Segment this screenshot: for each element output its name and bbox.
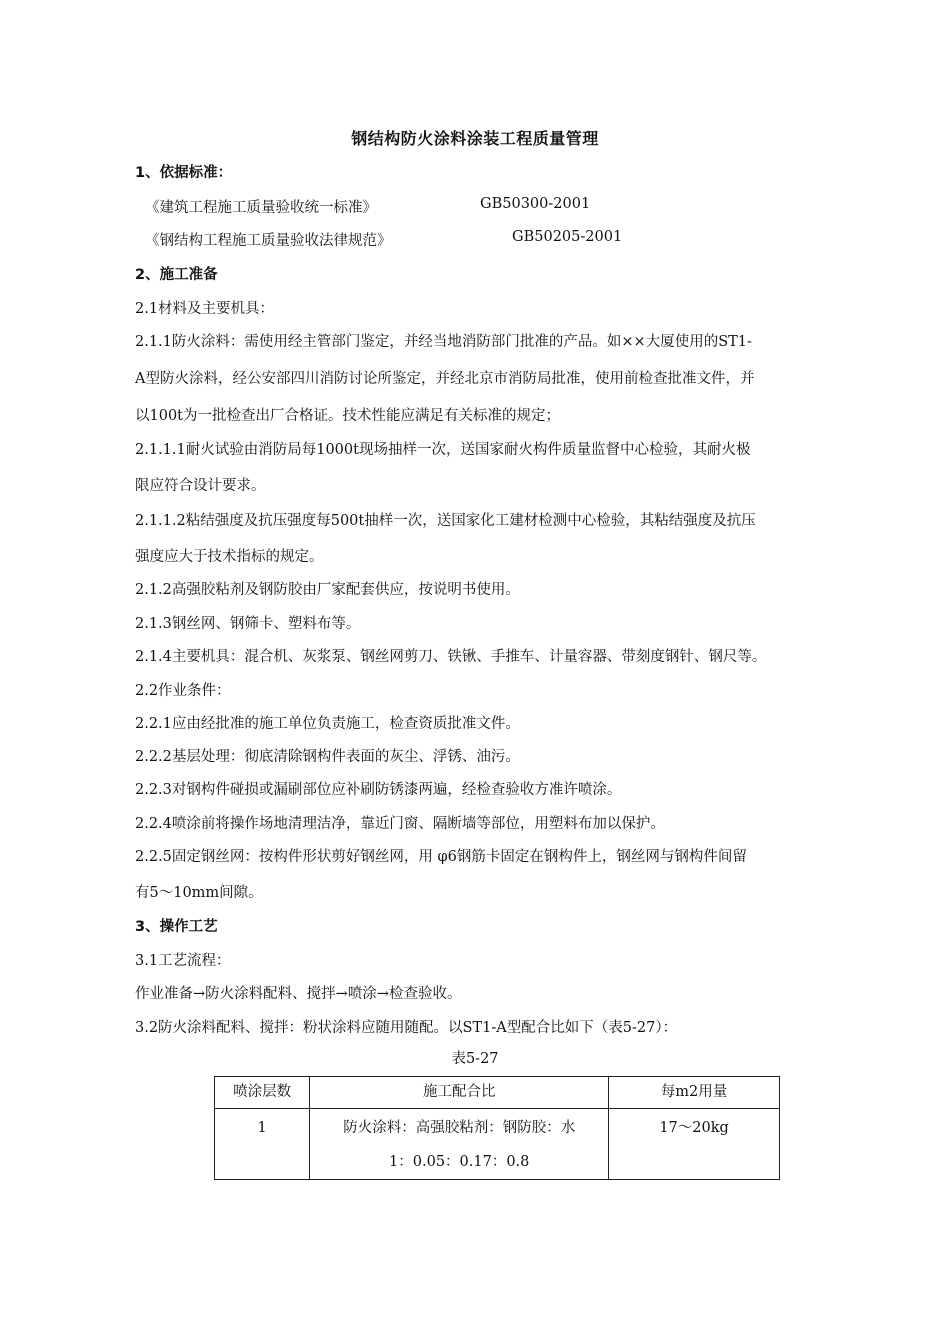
body-line: 2.2.4喷涂前将操作场地清理洁净，靠近门窗、隔断墙等部位，用塑料布加以保护。 [135, 816, 665, 832]
body-line: 2.1.1.2粘结强度及抗压强度每500t抽样一次，送国家化工建材检测中心检验，其粘结强度及抗压 [135, 513, 756, 529]
body-line: 2.2.2基层处理：彻底清除钢构件表面的灰尘、浮锈、油污。 [135, 749, 520, 765]
table-header-row [215, 1077, 780, 1109]
body-line: 强度应大于技术指标的规定。 [135, 549, 324, 565]
body-line: 作业准备→防火涂料配料、搅拌→喷涂→检查验收。 [135, 986, 462, 1002]
body-line: 限应符合设计要求。 [135, 478, 266, 494]
body-line: 2.2.3对钢构件碰损或漏刷部位应补刷防锈漆两遍，经检查验收方准许喷涂。 [135, 782, 622, 798]
section-heading-3: 3、操作工艺 [135, 919, 218, 935]
body-line: 有5～10mm间隙。 [135, 885, 263, 901]
body-line: 2.1.4主要机具：混合机、灰浆泵、钢丝网剪刀、铁锹、手推车、计量容器、带刻度钢针、钢尺等。 [135, 649, 767, 665]
body-line: 2.2作业条件： [135, 683, 231, 699]
body-line: 2.2.5固定钢丝网：按构件形状剪好钢丝网，用 φ6钢筋卡固定在钢构件上，钢丝网与钢构件间留 [135, 849, 747, 865]
body-line: 2.2.1应由经批准的施工单位负责施工，检查资质批准文件。 [135, 716, 520, 732]
table-header-cell: 施工配合比 [310, 1077, 609, 1109]
body-line: 3.1工艺流程： [135, 953, 231, 969]
ratio-line-2: 1：0.05：0.17：0.8 [389, 1154, 530, 1170]
body-line: A型防火涂料，经公安部四川消防讨论所鉴定，并经北京市消防局批准，使用前检查批准文件，并 [135, 371, 755, 387]
body-line: 2.1.3钢丝网、钢筛卡、塑料布等。 [135, 616, 361, 632]
layers-value: 1 [257, 1120, 267, 1136]
table-cell [609, 1109, 780, 1180]
table-cell [310, 1109, 609, 1180]
section-heading-2: 2、施工准备 [135, 267, 218, 283]
body-line: 3.2防火涂料配料、搅拌：粉状涂料应随用随配。以ST1-A型配合比如下（表5-27）： [135, 1020, 678, 1036]
body-line: 2.1.1防火涂料：需使用经主管部门鉴定，并经当地消防部门批准的产品。如××大厦使用的ST1- [135, 334, 752, 350]
standard-code-1: GB50300-2001 [480, 196, 591, 212]
standard-name-2: 《钢结构工程施工质量验收法律规范》 [145, 233, 392, 249]
amount-value: 17～20kg [659, 1120, 729, 1136]
standard-code-2: GB50205-2001 [512, 229, 623, 245]
table-row [215, 1109, 780, 1180]
standard-name-1: 《建筑工程施工质量验收统一标准》 [145, 200, 377, 216]
page-title: 钢结构防火涂料涂装工程质量管理 [351, 129, 599, 148]
body-line: 以100t为一批检查出厂合格证。技术性能应满足有关标准的规定； [135, 408, 561, 424]
mix-ratio-table [214, 1076, 780, 1180]
ratio-line-1: 防火涂料：高强胶粘剂：钢防胶：水 [343, 1120, 576, 1136]
table-header-cell: 每m2用量 [609, 1077, 780, 1109]
body-line: 2.1.1.1耐火试验由消防局每1000t现场抽样一次，送国家耐火构件质量监督中心检验，其耐火极 [135, 442, 751, 458]
body-line: 2.1.2高强胶粘剂及钢防胶由厂家配套供应，按说明书使用。 [135, 582, 520, 598]
table-header-cell: 喷涂层数 [215, 1077, 310, 1109]
body-line: 2.1材料及主要机具： [135, 301, 275, 317]
table-cell [215, 1109, 310, 1180]
section-heading-1: 1、依据标准： [135, 165, 233, 181]
table-caption: 表5-27 [451, 1051, 499, 1067]
